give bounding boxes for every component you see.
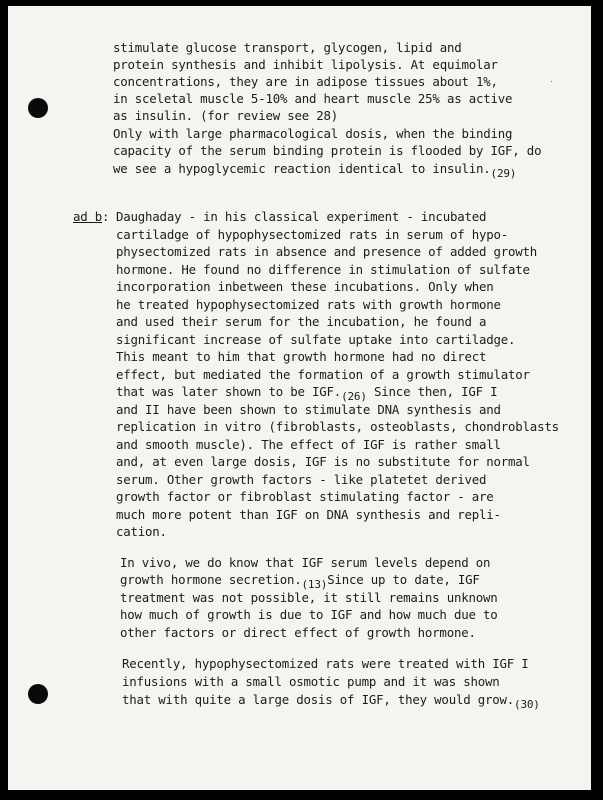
text-line: treatment was not possible, it still remains unknown [120, 590, 498, 605]
reference-number: (13) [301, 578, 328, 591]
text-line: growth factor or fibroblast stimulating factor - are [116, 489, 494, 504]
text-line: as insulin. (for review see 28) [113, 108, 339, 123]
text-line: capacity of the serum binding protein is flooded by IGF, do [113, 143, 542, 158]
text-line: Daughaday - in his classical experiment - incubated [116, 209, 487, 224]
text-line: and smooth muscle). The effect of IGF is rather small [116, 437, 501, 452]
text-line: that was later shown to be IGF.(26) Since then, IGF I [116, 384, 498, 403]
text-line: concentrations, they are in adipose tissues about 1%, [113, 74, 498, 89]
text-line: effect, but mediated the formation of a growth stimulator [116, 367, 530, 382]
text-line: and, at even large dosis, IGF is no substitute for normal [116, 454, 530, 469]
text-line: In vivo, we do know that IGF serum levels depend on [120, 555, 491, 570]
document-page [8, 6, 591, 790]
text-line: incorporation inbetween these incubations. Only when [116, 279, 494, 294]
text-line: cation. [116, 524, 167, 539]
text-line: Recently, hypophysectomized rats were treated with IGF I [122, 656, 529, 671]
text-line: hormone. He found no difference in stimulation of sulfate [116, 262, 530, 277]
reference-number: (26) [341, 390, 367, 403]
text-line: serum. Other growth factors - like platetet derived [116, 472, 487, 487]
text-line: and II have been shown to stimulate DNA synthesis and [116, 402, 501, 417]
text-line: growth hormone secretion.(13)Since up to date, IGF [120, 572, 480, 591]
text-line: other factors or direct effect of growth hormone. [120, 625, 476, 640]
text-line: physectomized rats in absence and presence of added growth [116, 244, 538, 259]
text-line: Only with large pharmacological dosis, when the binding [113, 126, 513, 141]
text-line: stimulate glucose transport, glycogen, lipid and [113, 40, 462, 55]
text-line: we see a hypoglycemic reaction identical to insulin.(29) [113, 161, 517, 180]
section-label: ad b: [73, 209, 110, 224]
text-line: This meant to him that growth hormone had no direct [116, 349, 487, 364]
text-line: infusions with a small osmotic pump and it was shown [122, 674, 500, 689]
speck [551, 81, 552, 82]
text-line: he treated hypophysectomized rats with growth hormone [116, 297, 501, 312]
text-line: how much of growth is due to IGF and how much due to [120, 607, 498, 622]
reference-number: (30) [514, 698, 540, 711]
text-line: significant increase of sulfate uptake into cartiladge. [116, 332, 516, 347]
punch-hole-bottom [28, 684, 48, 704]
reference-number: (29) [490, 167, 517, 180]
punch-hole-top [28, 98, 48, 118]
text-line: cartiladge of hypophysectomized rats in serum of hypo- [116, 227, 509, 242]
text-line: and used their serum for the incubation, he found a [116, 314, 487, 329]
text-line: that with quite a large dosis of IGF, they would grow.(30) [122, 692, 540, 711]
text-line: replication in vitro (fibroblasts, osteoblasts, chondroblasts [116, 419, 559, 434]
text-line: protein synthesis and inhibit lipolysis. At equimolar [113, 57, 498, 72]
text-line: in sceletal muscle 5-10% and heart muscle 25% as active [113, 91, 513, 106]
text-line: much more potent than IGF on DNA synthesis and repli- [116, 507, 501, 522]
